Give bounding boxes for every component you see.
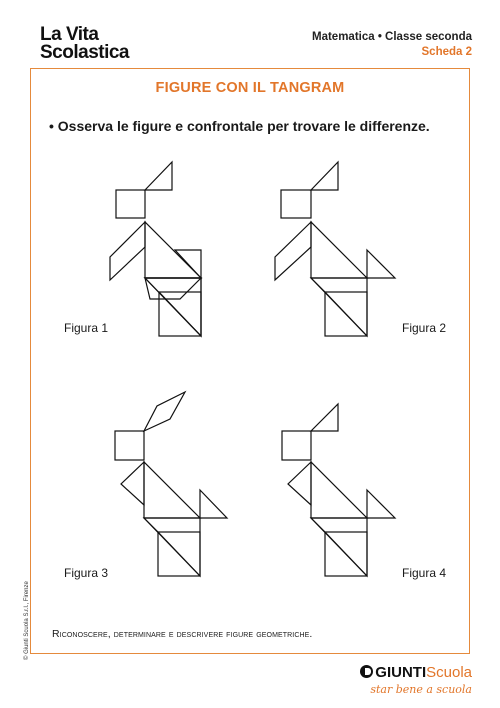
- publisher-name-light: Scuola: [426, 664, 472, 681]
- learning-objective: Riconoscere, determinare e descrivere figure geometriche.: [52, 628, 313, 640]
- figure-label-1: Figura 1: [64, 321, 109, 335]
- publisher-name: [360, 664, 472, 681]
- logo-line-1: La Vita: [40, 24, 99, 45]
- subject-label: Matematica • Classe seconda: [312, 31, 472, 43]
- sheet-label: Scheda 2: [421, 46, 472, 58]
- publisher-brand: [360, 664, 472, 696]
- giunti-logo-icon: [360, 665, 373, 678]
- instruction-text: • Osserva le figure e confrontale per trovare le differenze.: [49, 118, 430, 134]
- figure-label-2: Figura 2: [402, 321, 447, 335]
- copyright-notice: © Giunti Scuola S.r.l., Firenze: [24, 581, 30, 660]
- page-title: FIGURE CON IL TANGRAM: [155, 80, 345, 96]
- figure-label-4: Figura 4: [402, 566, 447, 580]
- publisher-tagline: star bene a scuola: [370, 683, 472, 696]
- figure-label-3: Figura 3: [64, 566, 109, 580]
- publisher-name-bold: GIUNTI: [375, 664, 427, 681]
- logo-line-2: Scolastica: [40, 42, 129, 63]
